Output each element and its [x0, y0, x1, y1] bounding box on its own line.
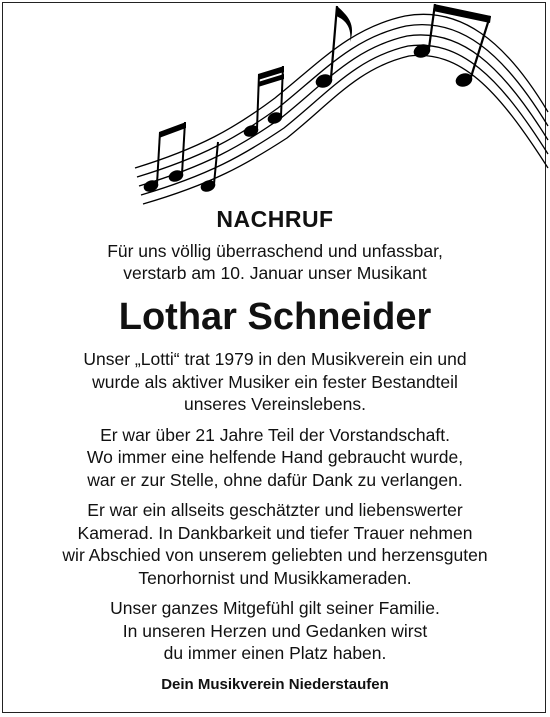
paragraph-line: unseres Vereinslebens. — [184, 394, 366, 414]
paragraph-line: Kamerad. In Dankbarkeit und tiefer Trauer nehmen — [77, 522, 473, 543]
paragraph-line: Er war über 21 Jahre Teil der Vorstandschaft. — [100, 424, 450, 445]
paragraph-line: Wo immer eine helfende Hand gebraucht wurde, — [86, 447, 464, 467]
paragraph-line: war er zur Stelle, ohne dafür Dank zu verlangen. — [87, 469, 463, 490]
intro-line: Für uns völlig überraschend und unfassbar, — [107, 241, 443, 261]
paragraph-line: In unseren Herzen und Gedanken wirst — [122, 620, 428, 641]
heading: NACHRUF — [216, 206, 334, 232]
obituary-text — [0, 203, 550, 696]
paragraph-sympathy — [0, 597, 550, 665]
paragraph-farewell — [0, 499, 550, 589]
signature: Dein Musikverein Niederstaufen — [161, 675, 389, 693]
paragraph-membership — [0, 348, 550, 416]
paragraph-line: Unser ganzes Mitgefühl gilt seiner Familie. — [110, 598, 440, 618]
paragraph-line: Tenorhornist und Musikkameraden. — [138, 567, 412, 588]
paragraph-line: du immer einen Platz haben. — [163, 643, 387, 663]
intro-line: verstarb am 10. Januar unser Musikant — [123, 263, 427, 283]
paragraph-board — [0, 424, 550, 492]
deceased-name: Lothar Schneider — [118, 296, 432, 338]
paragraph-line: wurde als aktiver Musiker ein fester Bestandteil — [92, 371, 458, 392]
paragraph-line: Unser „Lotti“ trat 1979 in den Musikverein ein und — [83, 349, 467, 369]
intro-text — [0, 240, 550, 284]
music-staff-notes-icon — [0, 0, 550, 210]
paragraph-line: wir Abschied von unserem geliebten und herzensguten — [62, 545, 488, 565]
paragraph-line: Er war ein allseits geschätzter und liebenswerter — [87, 500, 463, 520]
